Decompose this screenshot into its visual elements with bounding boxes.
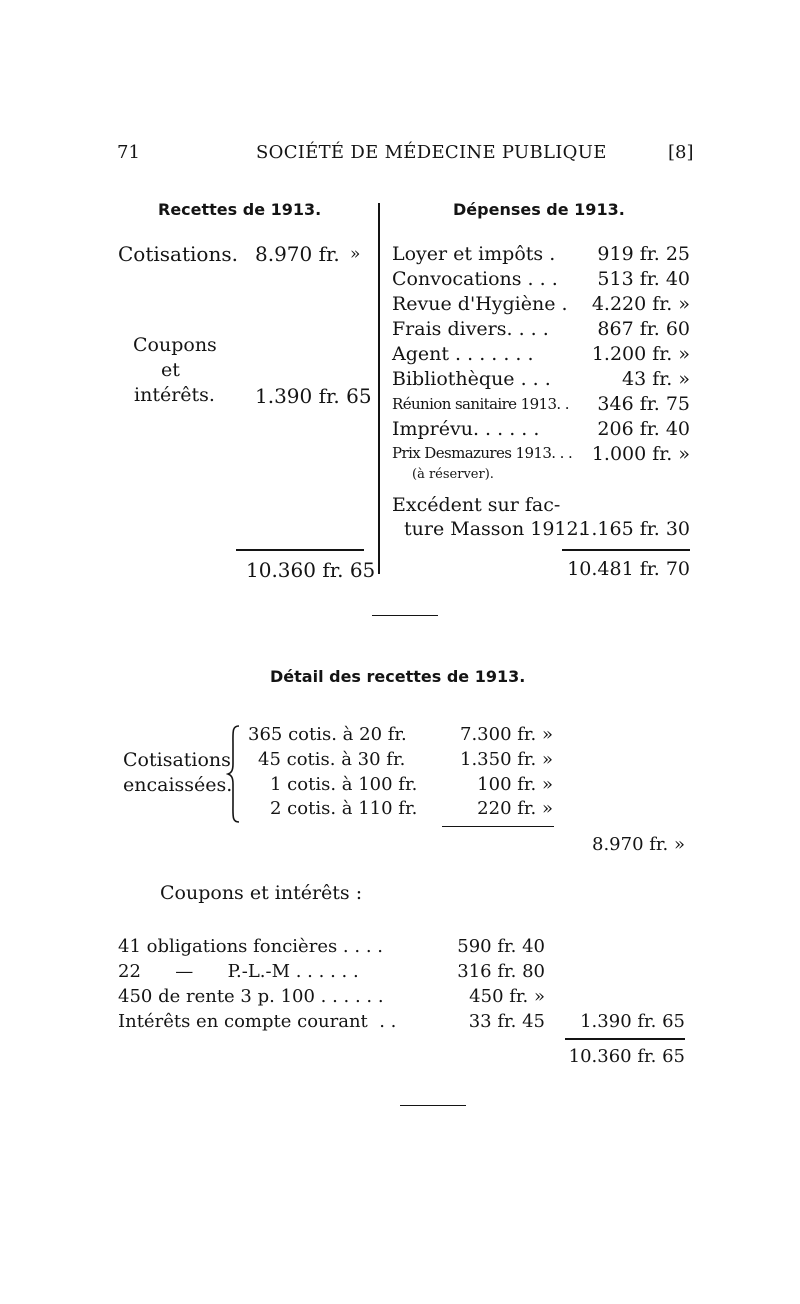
expense-label: Imprévu. . . . . . (392, 418, 540, 440)
receipts-coupons-line3: intérêts. (134, 384, 215, 406)
coupon-desc: 41 obligations foncières . . . . (118, 936, 383, 957)
detail-coupons-total: 1.390 fr. 65 (580, 1011, 685, 1032)
receipts-coupons-line2: et (161, 359, 180, 381)
coupon-desc: Intérêts en compte courant . . (118, 1011, 397, 1032)
detail-coupons-heading: Coupons et intérêts : (160, 882, 363, 904)
bottom-separator (400, 1105, 466, 1106)
detail-desc: 1 cotis. à 100 fr. (270, 774, 418, 795)
expense-label: Réunion sanitaire 1913. . (392, 395, 569, 413)
expense-label: Convocations . . . (392, 268, 558, 290)
detail-cotisations-total: 8.970 fr. » (592, 834, 685, 855)
detail-desc: 2 cotis. à 110 fr. (270, 798, 418, 819)
page-number: 71 (117, 142, 140, 163)
expense-label: Revue d'Hygiène . (392, 293, 568, 315)
detail-grand-total: 10.360 fr. 65 (568, 1046, 685, 1067)
expense-label: Loyer et impôts . (392, 243, 556, 265)
coupon-amount: 450 fr. » (469, 986, 545, 1007)
receipts-total: 10.360 fr. 65 (246, 558, 376, 582)
running-title: SOCIÉTÉ DE MÉDECINE PUBLIQUE (256, 142, 607, 163)
receipts-cotisations-cents: » (350, 244, 361, 264)
expense-label: Agent . . . . . . . (392, 343, 534, 365)
expense-amount: 4.220 fr. » (591, 293, 690, 315)
detail-amount: 100 fr. » (477, 774, 553, 795)
expense-excedent-amount: 1.165 fr. 30 (579, 518, 690, 540)
coupon-desc: 450 de rente 3 p. 100 . . . . . . (118, 986, 384, 1007)
expenses-total-rule (562, 549, 690, 551)
detail-amount: 220 fr. » (477, 798, 553, 819)
coupon-amount: 33 fr. 45 (468, 1011, 545, 1032)
expense-amount: 206 fr. 40 (597, 418, 690, 440)
column-divider (378, 203, 380, 574)
expenses-heading: Dépenses de 1913. (453, 200, 625, 219)
coupon-desc: 22 — P.-L.-M . . . . . . (118, 961, 359, 982)
receipts-heading: Recettes de 1913. (158, 200, 322, 219)
expense-amount: 867 fr. 60 (597, 318, 690, 340)
expense-excedent-line1: Excédent sur fac- (392, 494, 561, 516)
expense-amount: 346 fr. 75 (597, 393, 690, 415)
expense-amount: 919 fr. 25 (597, 243, 690, 265)
receipts-total-rule (236, 549, 364, 551)
expense-label: Frais divers. . . . (392, 318, 549, 340)
detail-amount: 1.350 fr. » (460, 749, 553, 770)
detail-cotisations-line1: Cotisations (123, 749, 231, 771)
receipts-coupons-amount: 1.390 fr. 65 (255, 384, 372, 408)
coupon-amount: 316 fr. 80 (457, 961, 545, 982)
detail-desc: 365 cotis. à 20 fr. (248, 724, 407, 745)
expense-amount: 1.000 fr. » (591, 443, 690, 465)
detail-cotisations-line2: encaissées. (123, 774, 233, 796)
expense-amount: 1.200 fr. » (591, 343, 690, 365)
expense-label: Prix Desmazures 1913. . . (392, 444, 573, 462)
receipts-cotisations-label: Cotisations. (118, 242, 238, 266)
grand-total-rule (565, 1038, 685, 1040)
expense-label: Bibliothèque . . . (392, 368, 551, 390)
expense-amount: 43 fr. » (622, 368, 690, 390)
expense-reserve-note: (à réserver). (412, 467, 494, 482)
expense-amount: 513 fr. 40 (597, 268, 690, 290)
section-separator (372, 615, 438, 616)
detail-cotisations-rule (442, 826, 554, 827)
expense-excedent-line2: ture Masson 1912. (404, 518, 585, 540)
receipts-coupons-line1: Coupons (133, 334, 217, 356)
section-number: [8] (668, 142, 694, 163)
receipts-cotisations-amount: 8.970 fr. (255, 242, 340, 266)
coupon-amount: 590 fr. 40 (457, 936, 545, 957)
curly-brace-icon (226, 724, 242, 824)
detail-desc: 45 cotis. à 30 fr. (258, 749, 406, 770)
expenses-total: 10.481 fr. 70 (567, 558, 690, 580)
detail-amount: 7.300 fr. » (460, 724, 553, 745)
detail-heading: Détail des recettes de 1913. (270, 667, 526, 686)
